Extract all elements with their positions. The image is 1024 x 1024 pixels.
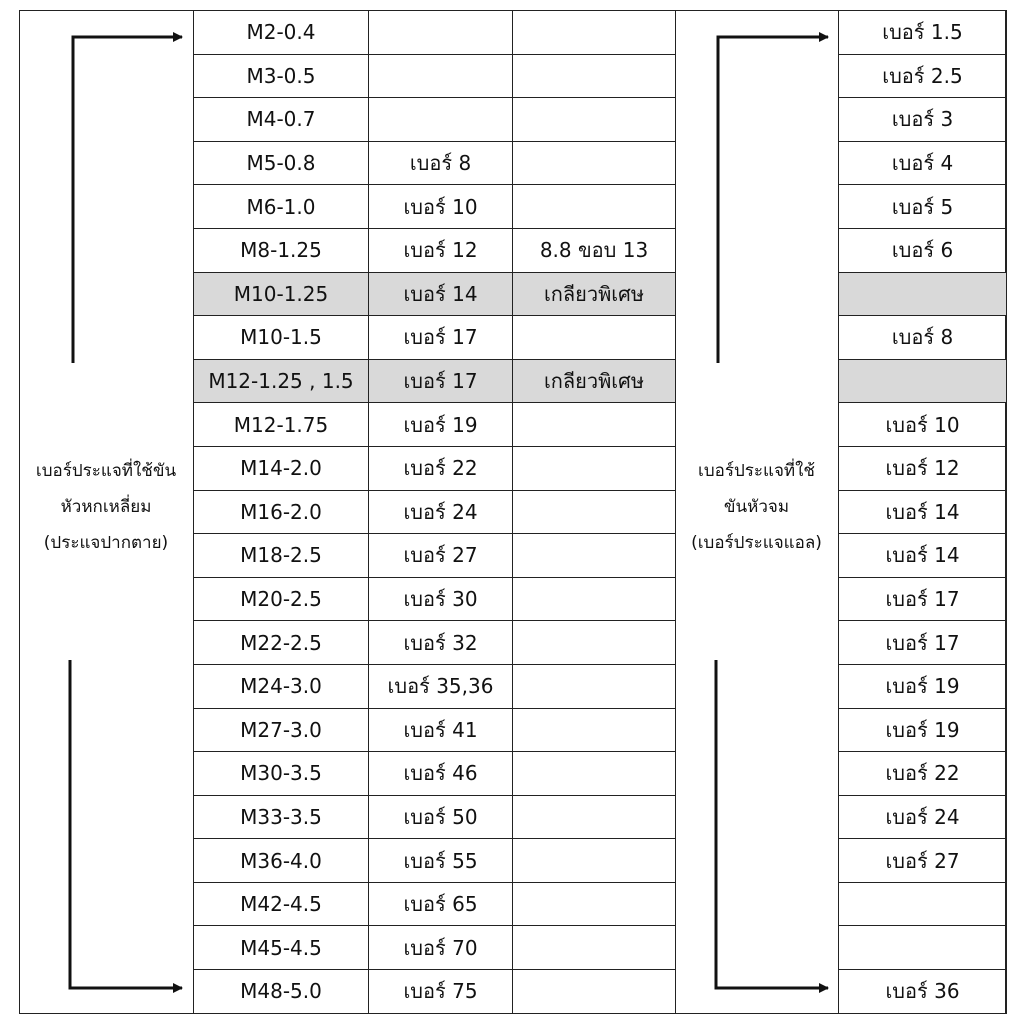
table-row	[839, 11, 1007, 55]
thread-size-cell: M16-2.0	[194, 490, 369, 534]
note-cell	[513, 490, 676, 534]
table-row	[839, 54, 1007, 98]
table-row	[194, 403, 676, 447]
table-row	[839, 316, 1007, 360]
allen-size-cell: เบอร์ 5	[839, 185, 1007, 229]
wrench-size-cell	[369, 54, 513, 98]
allen-size-cell: เบอร์ 17	[839, 577, 1007, 621]
table-row	[839, 664, 1007, 708]
wrench-size-cell: เบอร์ 35,36	[369, 664, 513, 708]
allen-size-cell: เบอร์ 10	[839, 403, 1007, 447]
thread-size-cell: M6-1.0	[194, 185, 369, 229]
table-row	[194, 141, 676, 185]
wrench-size-cell: เบอร์ 75	[369, 970, 513, 1014]
wrench-size-cell: เบอร์ 24	[369, 490, 513, 534]
table-row	[839, 708, 1007, 752]
note-cell	[513, 446, 676, 490]
table-row	[194, 534, 676, 578]
thread-size-cell: M36-4.0	[194, 839, 369, 883]
note-cell	[513, 970, 676, 1014]
wrench-size-cell: เบอร์ 55	[369, 839, 513, 883]
wrench-size-cell: เบอร์ 65	[369, 882, 513, 926]
left-group-label	[19, 453, 193, 561]
allen-size-cell: เบอร์ 1.5	[839, 11, 1007, 55]
note-cell: เกลียวพิเศษ	[513, 272, 676, 316]
right-group-label-line-1: เบอร์ประแจที่ใช้	[698, 461, 815, 481]
wrench-size-cell: เบอร์ 30	[369, 577, 513, 621]
table-row	[839, 228, 1007, 272]
table-row	[839, 970, 1007, 1014]
table-row	[194, 752, 676, 796]
thread-size-cell: M20-2.5	[194, 577, 369, 621]
note-cell	[513, 708, 676, 752]
thread-size-cell: M33-3.5	[194, 795, 369, 839]
note-cell	[513, 577, 676, 621]
thread-size-cell: M4-0.7	[194, 98, 369, 142]
allen-size-cell: เบอร์ 4	[839, 141, 1007, 185]
allen-size-cell: เบอร์ 17	[839, 621, 1007, 665]
note-cell	[513, 664, 676, 708]
left-top-bracket-arrow	[73, 37, 182, 363]
table-row	[839, 272, 1007, 316]
table-row	[194, 490, 676, 534]
table-row	[194, 228, 676, 272]
wrench-size-cell	[369, 11, 513, 55]
note-cell	[513, 752, 676, 796]
thread-size-cell: M12-1.75	[194, 403, 369, 447]
allen-size-cell: เบอร์ 6	[839, 228, 1007, 272]
wrench-size-cell: เบอร์ 17	[369, 316, 513, 360]
allen-size-cell: เบอร์ 14	[839, 534, 1007, 578]
thread-size-cell: M27-3.0	[194, 708, 369, 752]
wrench-size-cell: เบอร์ 46	[369, 752, 513, 796]
table-row	[839, 621, 1007, 665]
thread-size-cell: M10-1.5	[194, 316, 369, 360]
wrench-size-cell: เบอร์ 41	[369, 708, 513, 752]
table-row	[194, 577, 676, 621]
allen-size-cell	[839, 272, 1007, 316]
table-row	[194, 359, 676, 403]
thread-size-cell: M3-0.5	[194, 54, 369, 98]
note-cell	[513, 141, 676, 185]
table-row	[839, 141, 1007, 185]
thread-size-cell: M42-4.5	[194, 882, 369, 926]
table-row	[194, 272, 676, 316]
note-cell: เกลียวพิเศษ	[513, 359, 676, 403]
right-group-label-line-3: (เบอร์ประแจแอล)	[691, 533, 822, 553]
left-group-label-line-2: หัวหกเหลี่ยม	[60, 497, 152, 517]
wrench-size-cell: เบอร์ 70	[369, 926, 513, 970]
note-cell	[513, 185, 676, 229]
allen-size-cell: เบอร์ 36	[839, 970, 1007, 1014]
thread-size-cell: M48-5.0	[194, 970, 369, 1014]
table-row	[194, 708, 676, 752]
note-cell: 8.8 ขอบ 13	[513, 228, 676, 272]
table-row	[194, 664, 676, 708]
note-cell	[513, 839, 676, 883]
note-cell	[513, 926, 676, 970]
note-cell	[513, 621, 676, 665]
allen-size-cell	[839, 882, 1007, 926]
table-row	[194, 839, 676, 883]
allen-size-cell: เบอร์ 14	[839, 490, 1007, 534]
note-cell	[513, 795, 676, 839]
thread-size-cell: M24-3.0	[194, 664, 369, 708]
wrench-size-cell	[369, 98, 513, 142]
table-row	[839, 403, 1007, 447]
allen-size-cell: เบอร์ 27	[839, 839, 1007, 883]
left-group-label-line-1: เบอร์ประแจที่ใช้ขัน	[35, 461, 177, 481]
table-row	[194, 446, 676, 490]
thread-size-cell: M10-1.25	[194, 272, 369, 316]
thread-size-cell: M5-0.8	[194, 141, 369, 185]
allen-key-table	[838, 10, 1007, 1014]
table-row	[194, 970, 676, 1014]
wrench-size-cell: เบอร์ 17	[369, 359, 513, 403]
table-row	[839, 490, 1007, 534]
table-row	[839, 446, 1007, 490]
right-top-bracket-arrow	[718, 37, 828, 363]
thread-size-cell: M2-0.4	[194, 11, 369, 55]
thread-size-cell: M12-1.25 , 1.5	[194, 359, 369, 403]
allen-size-cell: เบอร์ 2.5	[839, 54, 1007, 98]
table-row	[194, 98, 676, 142]
wrench-size-cell: เบอร์ 14	[369, 272, 513, 316]
left-group-label-line-3: (ประแจปากตาย)	[43, 533, 169, 553]
note-cell	[513, 11, 676, 55]
table-row	[839, 185, 1007, 229]
wrench-size-cell: เบอร์ 12	[369, 228, 513, 272]
wrench-size-cell: เบอร์ 50	[369, 795, 513, 839]
allen-size-cell: เบอร์ 8	[839, 316, 1007, 360]
right-bottom-bracket-arrow	[716, 660, 828, 988]
wrench-size-cell: เบอร์ 19	[369, 403, 513, 447]
table-row	[839, 795, 1007, 839]
note-cell	[513, 534, 676, 578]
wrench-size-cell: เบอร์ 22	[369, 446, 513, 490]
thread-size-cell: M45-4.5	[194, 926, 369, 970]
table-row	[194, 54, 676, 98]
right-group-label	[675, 453, 838, 561]
table-row	[194, 185, 676, 229]
allen-size-cell: เบอร์ 19	[839, 664, 1007, 708]
thread-size-cell: M22-2.5	[194, 621, 369, 665]
allen-size-cell: เบอร์ 12	[839, 446, 1007, 490]
table-row	[839, 98, 1007, 142]
wrench-size-cell: เบอร์ 27	[369, 534, 513, 578]
left-bottom-bracket-arrow	[70, 660, 182, 988]
table-row	[839, 577, 1007, 621]
table-row	[194, 11, 676, 55]
allen-size-cell: เบอร์ 3	[839, 98, 1007, 142]
thread-size-cell: M14-2.0	[194, 446, 369, 490]
note-cell	[513, 54, 676, 98]
allen-size-cell	[839, 926, 1007, 970]
allen-size-cell: เบอร์ 19	[839, 708, 1007, 752]
thread-size-cell: M8-1.25	[194, 228, 369, 272]
table-row	[194, 926, 676, 970]
wrench-size-cell: เบอร์ 32	[369, 621, 513, 665]
table-row	[194, 795, 676, 839]
allen-size-cell: เบอร์ 22	[839, 752, 1007, 796]
table-row	[194, 882, 676, 926]
wrench-size-cell: เบอร์ 10	[369, 185, 513, 229]
note-cell	[513, 882, 676, 926]
table-row	[194, 621, 676, 665]
table-row	[194, 316, 676, 360]
allen-size-cell: เบอร์ 24	[839, 795, 1007, 839]
table-row	[839, 359, 1007, 403]
wrench-size-cell: เบอร์ 8	[369, 141, 513, 185]
thread-size-cell: M30-3.5	[194, 752, 369, 796]
thread-wrench-table	[193, 10, 676, 1014]
allen-size-cell	[839, 359, 1007, 403]
thread-size-cell: M18-2.5	[194, 534, 369, 578]
table-row	[839, 839, 1007, 883]
table-row	[839, 926, 1007, 970]
note-cell	[513, 98, 676, 142]
table-row	[839, 882, 1007, 926]
note-cell	[513, 316, 676, 360]
right-group-label-line-2: ขันหัวจม	[723, 497, 790, 517]
table-row	[839, 752, 1007, 796]
table-row	[839, 534, 1007, 578]
note-cell	[513, 403, 676, 447]
